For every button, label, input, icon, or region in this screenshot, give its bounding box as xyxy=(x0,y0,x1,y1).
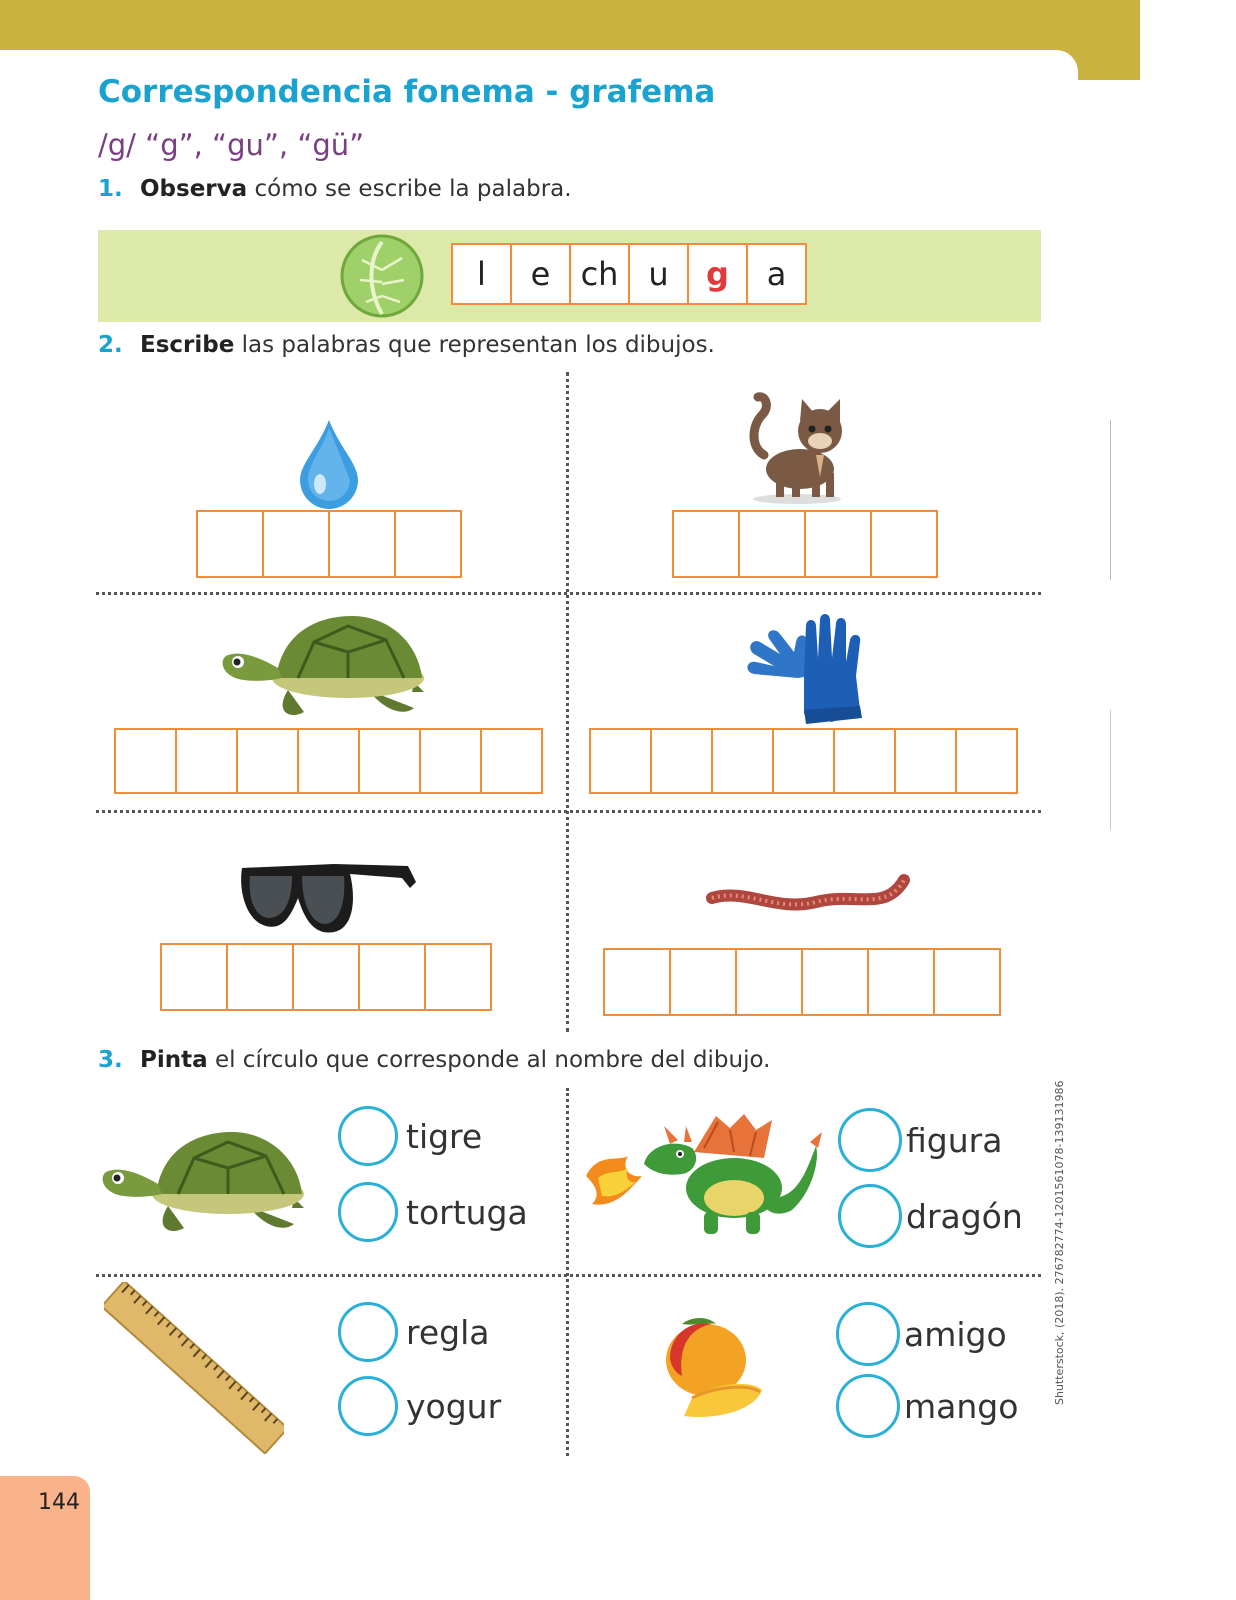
letter-input-box[interactable] xyxy=(650,728,713,794)
letter-input-box[interactable] xyxy=(804,510,872,578)
letter-input-box[interactable] xyxy=(226,943,294,1011)
letter-input-box[interactable] xyxy=(589,728,652,794)
letter-box: ch xyxy=(569,243,630,305)
grid-divider-vertical xyxy=(566,1088,569,1456)
exercise-number: 3. xyxy=(98,1047,123,1073)
letter-input-box[interactable] xyxy=(424,943,492,1011)
letter-input-box[interactable] xyxy=(114,728,177,794)
exercise-number: 1. xyxy=(98,176,123,202)
instruction-verb: Observa xyxy=(140,176,248,202)
letter-box: a xyxy=(746,243,807,305)
answer-boxes-worm[interactable] xyxy=(605,948,1001,1016)
answer-boxes-gloves[interactable] xyxy=(591,728,1018,794)
page-margin xyxy=(1140,0,1236,1600)
scan-artifact xyxy=(1110,710,1111,830)
answer-circle[interactable] xyxy=(838,1184,902,1248)
option-label: dragón xyxy=(906,1196,1023,1236)
answer-circle[interactable] xyxy=(836,1302,900,1366)
instruction-verb: Pinta xyxy=(140,1047,208,1073)
water-drop-icon xyxy=(296,418,362,510)
option-label: amigo xyxy=(904,1314,1007,1354)
option-tigre[interactable] xyxy=(338,1106,482,1166)
letter-box: l xyxy=(451,243,512,305)
answer-circle[interactable] xyxy=(338,1302,398,1362)
letter-input-box[interactable] xyxy=(735,948,803,1016)
option-tortuga[interactable] xyxy=(338,1182,528,1242)
image-credit: Shutterstock, (2018). 276782774-1201561078-139131986 xyxy=(1053,1080,1066,1405)
letter-input-box[interactable] xyxy=(160,943,228,1011)
answer-circle[interactable] xyxy=(836,1374,900,1438)
scan-artifact xyxy=(1110,420,1111,580)
sunglasses-icon xyxy=(238,858,418,938)
letter-input-box[interactable] xyxy=(672,510,740,578)
answer-boxes-cat[interactable] xyxy=(674,510,938,578)
letter-input-box[interactable] xyxy=(358,728,421,794)
letter-input-box[interactable] xyxy=(833,728,896,794)
option-label: yogur xyxy=(406,1386,502,1426)
letter-input-box[interactable] xyxy=(870,510,938,578)
page-number: 144 xyxy=(38,1490,80,1515)
option-yogur[interactable] xyxy=(338,1376,501,1436)
example-word xyxy=(453,243,807,305)
letter-input-box[interactable] xyxy=(933,948,1001,1016)
letter-input-box[interactable] xyxy=(669,948,737,1016)
option-label: mango xyxy=(904,1386,1019,1426)
letter-input-box[interactable] xyxy=(175,728,238,794)
letter-input-box[interactable] xyxy=(297,728,360,794)
answer-circle[interactable] xyxy=(838,1108,902,1172)
highlighted-letter-box: g xyxy=(687,243,748,305)
answer-boxes-water[interactable] xyxy=(198,510,462,578)
option-amigo[interactable] xyxy=(836,1302,1007,1366)
letter-box: u xyxy=(628,243,689,305)
instruction-text: cómo se escribe la palabra. xyxy=(247,176,572,202)
option-label: regla xyxy=(406,1312,490,1352)
grid-divider-horizontal xyxy=(96,810,1041,813)
option-regla[interactable] xyxy=(338,1302,489,1362)
letter-input-box[interactable] xyxy=(236,728,299,794)
answer-circle[interactable] xyxy=(338,1376,398,1436)
letter-input-box[interactable] xyxy=(328,510,396,578)
grid-divider-horizontal xyxy=(96,592,1041,595)
letter-input-box[interactable] xyxy=(196,510,264,578)
letter-input-box[interactable] xyxy=(801,948,869,1016)
letter-input-box[interactable] xyxy=(603,948,671,1016)
letter-box: e xyxy=(510,243,571,305)
letter-input-box[interactable] xyxy=(894,728,957,794)
instruction-text: el círculo que corresponde al nombre del dibujo. xyxy=(207,1047,771,1073)
option-label: figura xyxy=(906,1120,1003,1160)
answer-boxes-turtle[interactable] xyxy=(116,728,543,794)
option-mango[interactable] xyxy=(836,1374,1018,1438)
letter-input-box[interactable] xyxy=(711,728,774,794)
instruction-verb: Escribe xyxy=(140,332,235,358)
letter-input-box[interactable] xyxy=(358,943,426,1011)
grid-divider-vertical xyxy=(566,372,569,1032)
option-figura[interactable] xyxy=(838,1108,1002,1172)
turtle-icon xyxy=(98,1128,304,1240)
letter-input-box[interactable] xyxy=(772,728,835,794)
grid-divider-horizontal xyxy=(96,1274,1041,1277)
exercise-1-instruction xyxy=(98,176,572,202)
letter-input-box[interactable] xyxy=(394,510,462,578)
gloves-icon xyxy=(744,614,864,724)
exercise-2-instruction xyxy=(98,332,715,358)
ruler-icon xyxy=(104,1282,284,1454)
letter-input-box[interactable] xyxy=(419,728,482,794)
dragon-icon xyxy=(584,1112,828,1242)
mango-icon xyxy=(662,1316,766,1424)
answer-boxes-sunglasses[interactable] xyxy=(162,943,492,1011)
option-label: tortuga xyxy=(406,1192,528,1232)
instruction-text: las palabras que representan los dibujos. xyxy=(234,332,715,358)
option-label: tigre xyxy=(406,1116,483,1156)
cat-icon xyxy=(742,385,852,507)
answer-circle[interactable] xyxy=(338,1182,398,1242)
letter-input-box[interactable] xyxy=(738,510,806,578)
letter-input-box[interactable] xyxy=(867,948,935,1016)
exercise-number: 2. xyxy=(98,332,123,358)
page-subtitle: /g/ “g”, “gu”, “gü” xyxy=(98,128,365,162)
letter-input-box[interactable] xyxy=(480,728,543,794)
letter-input-box[interactable] xyxy=(262,510,330,578)
answer-circle[interactable] xyxy=(338,1106,398,1166)
letter-input-box[interactable] xyxy=(292,943,360,1011)
letter-input-box[interactable] xyxy=(955,728,1018,794)
worm-icon xyxy=(706,872,910,918)
exercise-3-instruction xyxy=(98,1047,770,1073)
page-title: Correspondencia fonema - grafema xyxy=(98,74,716,110)
option-dragon[interactable] xyxy=(838,1184,1023,1248)
turtle-icon xyxy=(218,612,424,724)
cabbage-icon xyxy=(338,230,426,318)
